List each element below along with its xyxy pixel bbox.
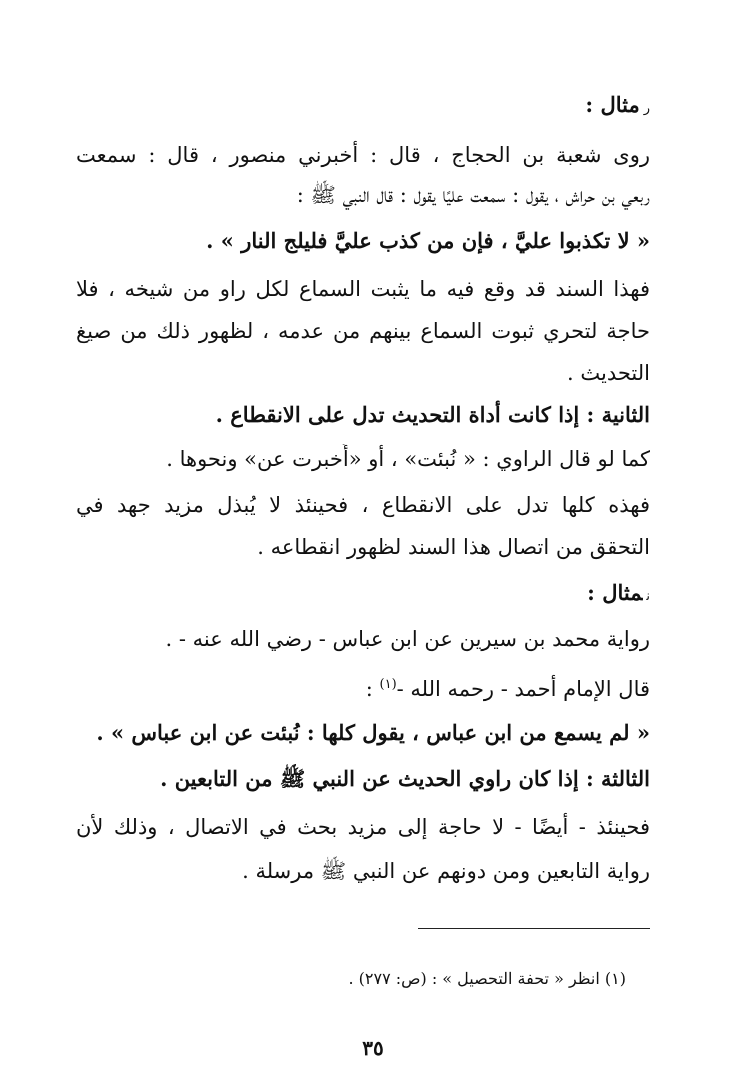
- text-line: حاجة لتحري ثبوت السماع بينهم من عدمه ، لظهور ذلك من صيغ: [76, 319, 650, 343]
- section-heading-2: الثانية : إذا كانت أداة التحديث تدل على الانقطاع .: [215, 402, 650, 427]
- hadith-quote: « لا تكذبوا عليَّ ، فإن من كذب عليَّ فليلج النار » .: [206, 228, 650, 253]
- section-heading-3: الثالثة : إذا كان راوي الحديث عن النبي ﷺ من التابعين .: [160, 766, 650, 791]
- example-heading-2: نمثال :: [587, 580, 650, 605]
- text-line: التحقق من اتصال هذا السند لظهور انقطاعه .: [257, 535, 650, 559]
- text-line: فهذا السند قد وقع فيه ما يثبت السماع لكل راو من شيخه ، فلا: [76, 277, 650, 301]
- text-line: فحينئذ - أيضًا - لا حاجة إلى مزيد بحث في الاتصال ، وذلك لأن: [76, 815, 650, 839]
- text-line: كما لو قال الراوي : « نُبئت» ، أو «أُخبرت عن» ونحوها .: [166, 447, 650, 471]
- text-line: قال الإمام أحمد - رحمه الله -$^{(١)}$ :: [365, 677, 650, 701]
- quote-line: « لم يسمع من ابن عباس ، يقول كلها : نُبئت عن ابن عباس » .: [96, 720, 650, 745]
- text-line: روى شعبة بن الحجاج ، قال : أخبرني منصور ، قال : سمعت: [76, 143, 650, 167]
- example-heading-1: رمثال :: [585, 92, 650, 117]
- text-line: ربعي بن حراش ، يقول : سمعت عليًا يقول : قال النبي ﷺ :: [296, 183, 650, 207]
- footnote-reference[interactable]: (١): [379, 677, 397, 692]
- example-marker: ر: [643, 101, 650, 116]
- text-line: رواية التابعين ومن دونهم عن النبي ﷺ مرسلة .: [242, 859, 650, 883]
- footnote: (١) انظر « تحفة التحصيل » : (ص: ٢٧٧) .: [348, 969, 626, 988]
- page-number: ٣٥: [362, 1036, 384, 1060]
- text-line: رواية محمد بن سيرين عن ابن عباس - رضي الله عنه - .: [165, 627, 650, 651]
- text-line: التحديث .: [567, 361, 650, 385]
- text-line: فهذه كلها تدل على الانقطاع ، فحينئذ لا يُبذل مزيد جهد في: [76, 493, 650, 517]
- footnote-divider: [418, 928, 650, 929]
- example-marker: ن: [646, 589, 650, 604]
